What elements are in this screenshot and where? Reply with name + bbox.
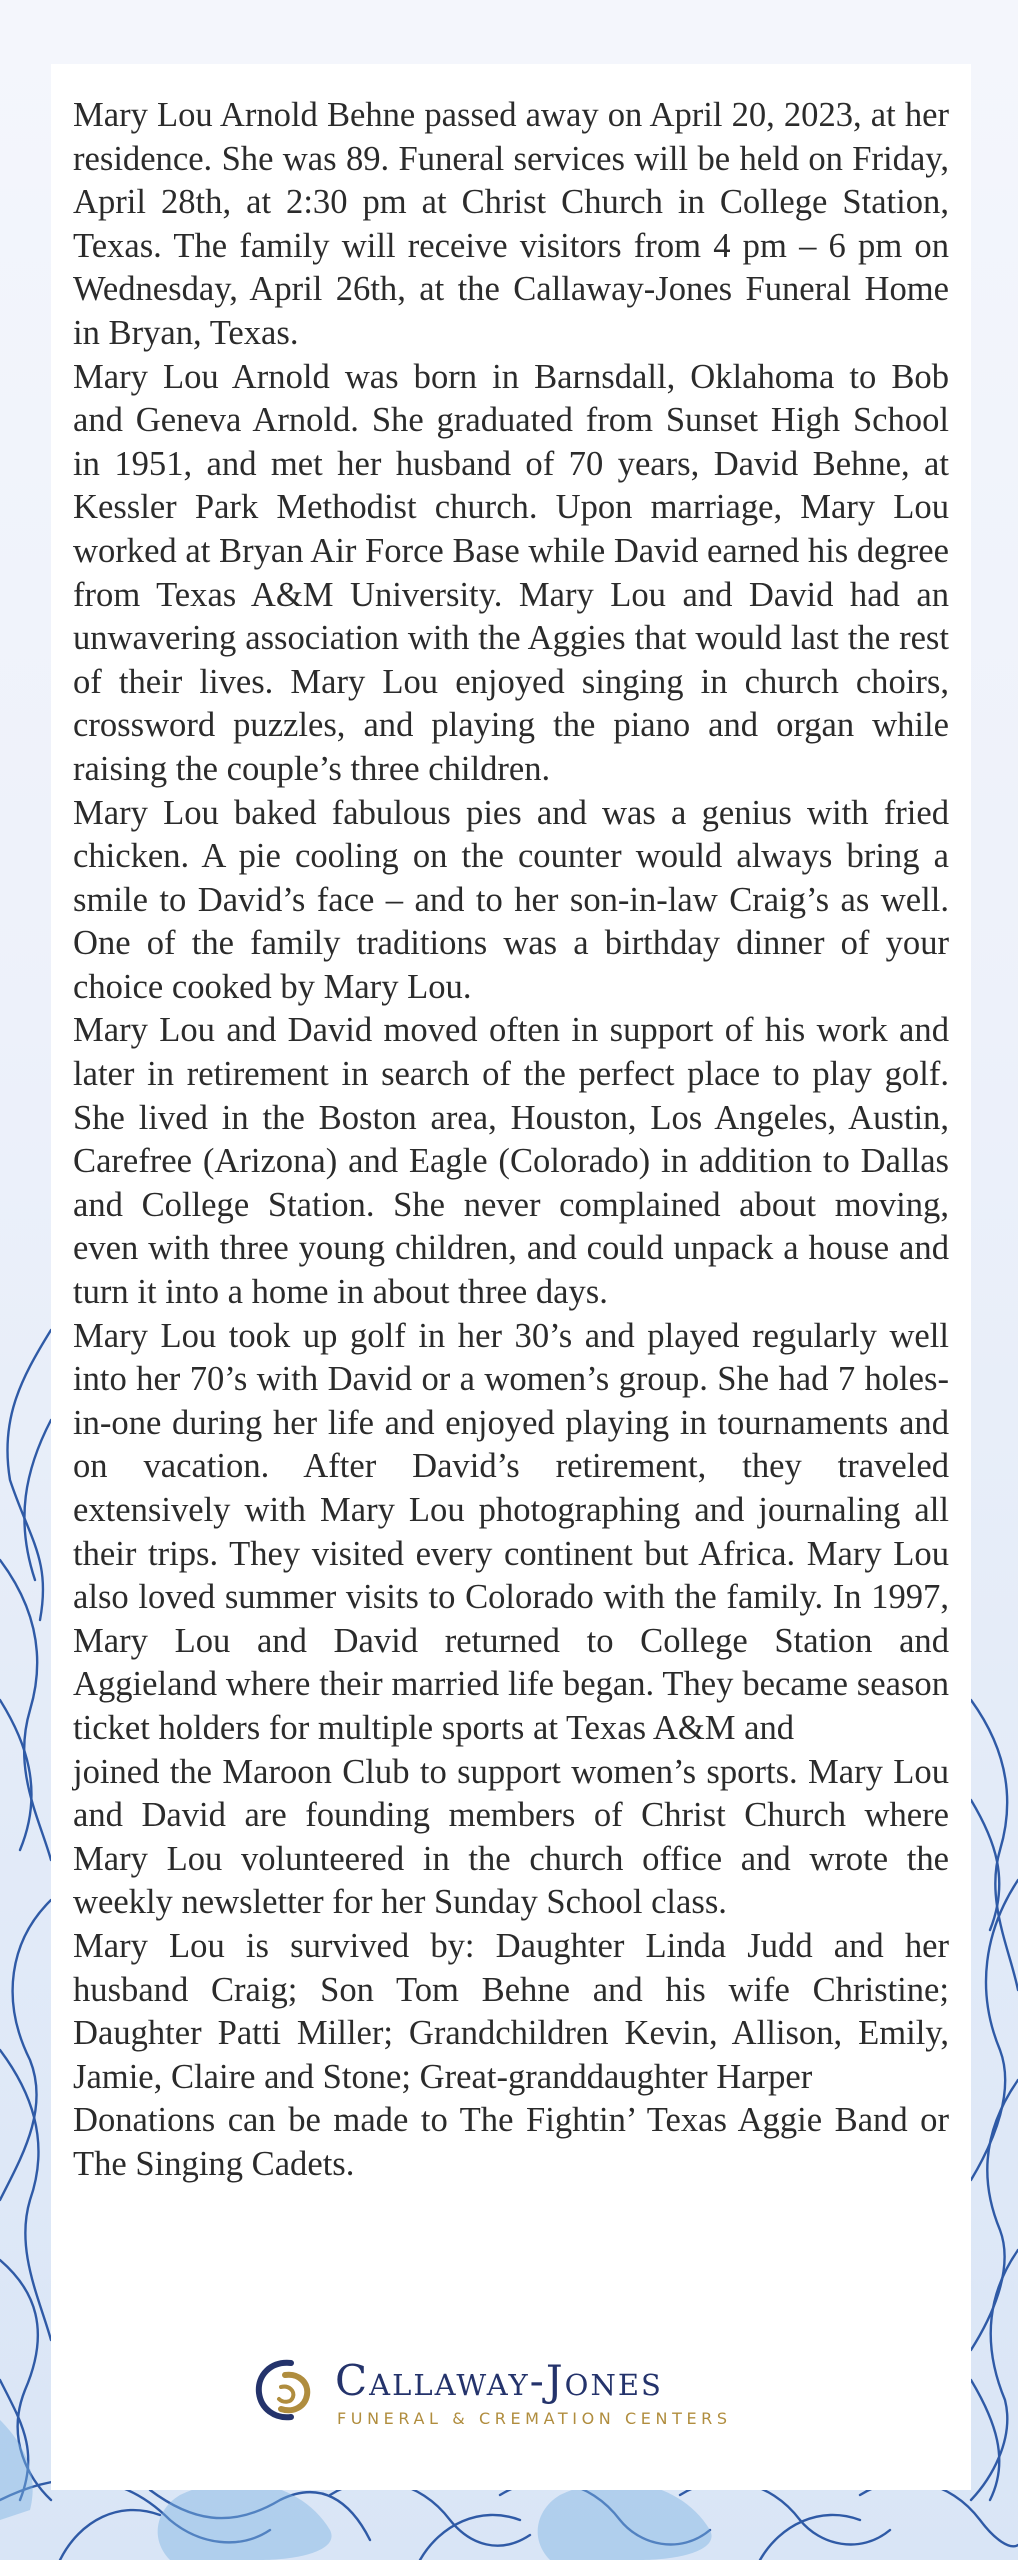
paragraph-moves: Mary Lou and David moved often in support of his work and later in retirement in search of the perfect place to play golf. She lived in the Boston area, Houston, Los Angeles, Austin, Carefree (Arizona) and Eagle (Colorado) in addition to Dallas and College Station. She never complained about moving, even with three young children, and could unpack a house and turn it into a home in about three days. <box>73 1011 949 1312</box>
paragraph-early-life: Mary Lou Arnold was born in Barnsdall, Oklahoma to Bob and Geneva Arnold. She graduated from Sunset High School in 1951, and met her husband of 70 years, David Behne, at Kessler Park Methodist church. Upon marriage, Mary Lou worked at Bryan Air Force Base while David earned his degree from Texas A&M University. Mary Lou and David had an unwavering association with the Aggies that would last the rest of their lives. Mary Lou enjoyed singing in church choirs, crossword puzzles, and playing the piano and organ while raising the couple’s three children. <box>73 357 949 788</box>
paragraph-donations: Donations can be made to The Fightin’ Texas Aggie Band or The Singing Cadets. <box>73 2101 949 2183</box>
paragraph-service-details: Mary Lou Arnold Behne passed away on April 20, 2023, at her residence. She was 89. Funeral services will be held on Friday, April 28th, at 2:30 pm at Christ Church in College Station, Texas. The family will receive visitors from 4 pm – 6 pm on Wednesday, April 26th, at the Callaway-Jones Funeral Home in Bryan, Texas. <box>73 96 949 352</box>
paragraph-survivors: Mary Lou is survived by: Daughter Linda Judd and her husband Craig; Son Tom Behne and his wife Christine; Daughter Patti Miller; Grandchildren Kevin, Allison, Emily, Jamie, Claire and Stone; Great-granddaughter Harper <box>73 1926 949 2096</box>
logo-name: Callaway-Jones <box>335 2356 663 2405</box>
paragraph-community: joined the Maroon Club to support women’s sports. Mary Lou and David are founding members of Christ Church where Mary Lou volunteered in the church office and wrote the weekly newsletter for her Sunday School class. <box>73 1752 949 1922</box>
obituary-text <box>73 94 949 2187</box>
paragraph-family-traditions: Mary Lou baked fabulous pies and was a genius with fried chicken. A pie cooling on the counter would always bring a smile to David’s face – and to her son-in-law Craig’s as well. One of the family traditions was a birthday dinner of your choice cooked by Mary Lou. <box>73 793 949 1006</box>
callaway-jones-swirl-icon <box>251 2357 319 2425</box>
callaway-jones-logo <box>51 2349 971 2439</box>
logo-tagline: FUNERAL & CREMATION CENTERS <box>337 2409 732 2428</box>
paragraph-golf-and-travel: Mary Lou took up golf in her 30’s and played regularly well into her 70’s with David or a women’s group. She had 7 holes-in-one during her life and enjoyed playing in tournaments and on vacation. After David’s retirement, they traveled extensively with Mary Lou photographing and journaling all their trips. They visited every continent but Africa. Mary Lou also loved summer visits to Colorado with the family. In 1997, Mary Lou and David returned to College Station and Aggieland where their married life began. They became season ticket holders for multiple sports at Texas A&M and <box>73 1316 949 1747</box>
obituary-card <box>51 64 971 2490</box>
